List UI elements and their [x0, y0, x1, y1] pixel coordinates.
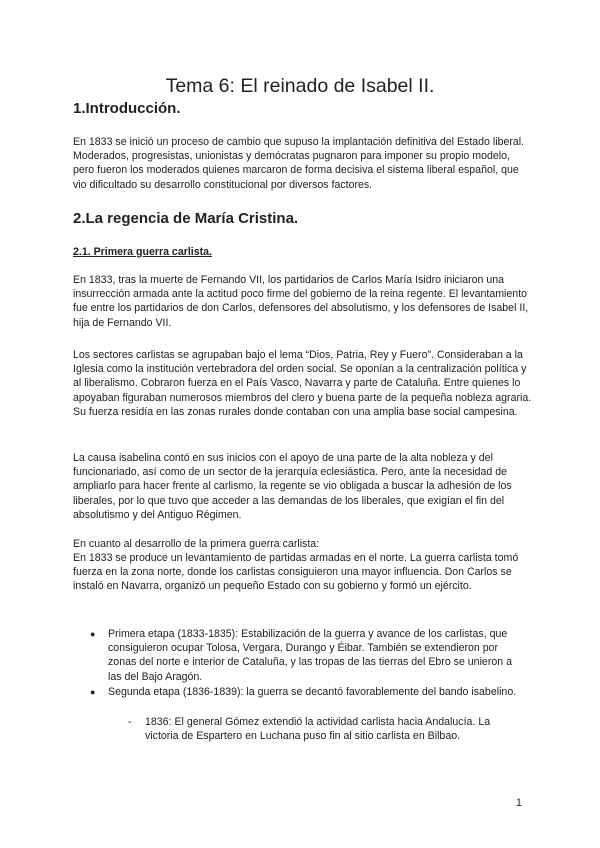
intro-paragraph: En 1833 se inició un proceso de cambio que supuso la implantación definitiva del Estado liberal. Moderados, progresistas, unionistas y demócratas pugnaron para imponer su propio modelo, pero fueron los moderados quienes marcaron de forma decisiva el sistema liberal español, que vio dificultado su desarrollo constitucional por diversos factores.: [73, 136, 525, 191]
paragraph-1: En 1833, tras la muerte de Fernando VII, los partidarios de Carlos María Isidro iniciaron una insurrección armada ante la actitud poco firme del gobierno de la reina regente. El levantamiento fue entre los partidarios de don Carlos, defensores del absolutismo, y los defensores de Isabel II, hija de Fernando VII.: [73, 274, 529, 329]
bullet-icon: ●: [90, 687, 96, 697]
section-heading-introduccion: 1.Introducción.: [73, 100, 181, 117]
list-item: Segunda etapa (1836-1839): la guerra se decantó favorablemente del bando isabelino.: [108, 686, 517, 698]
paragraph-5: En 1833 se produce un levantamiento de partidas armadas en el norte. La guerra carlista tomó fuerza en la zona norte, donde los carlistas consiguieron una mayor influencia. Don Carlos se instaló en Navarra, organizó un pequeño Estado con su gobierno y formó un ejército.: [73, 552, 519, 593]
paragraph-2: Los sectores carlistas se agrupaban bajo el lema “Dios, Patria, Rey y Fuero”. Consideraban a la Iglesia como la institución vertebradora del orden social. Se oponían a la centralización política y al liberalismo. Cobraron fuerza en el País Vasco, Navarra y parte de Cataluña. Entre quienes lo apoyaban figuraban numerosos miembros del clero y buena parte de la pequeña nobleza agraria. Su fuerza residía en las zonas rurales donde contaban con una amplia base social campesina.: [73, 349, 532, 418]
section-heading-regencia: 2.La regencia de María Cristina.: [73, 210, 299, 227]
subsection-heading-primera-guerra: 2.1. Primera guerra carlista.: [73, 246, 212, 258]
paragraph-4: En cuanto al desarrollo de la primera guerra carlista:: [73, 538, 320, 550]
dash-icon: -: [128, 716, 132, 728]
page-number: 1: [516, 797, 522, 809]
document-title: Tema 6: El reinado de Isabel II.: [165, 75, 435, 97]
list-item: Primera etapa (1833-1835): Estabilización de la guerra y avance de los carlistas, que consiguieron ocupar Tolosa, Vergara, Durango y Éibar. También se extendieron por zonas del norte e interior de Cataluña, y las tropas de las tierras del Ebro se unieron a las del Bajo Aragón.: [108, 628, 512, 683]
sub-list-item: 1836: El general Gómez extendió la actividad carlista hacia Andalucía. La victoria de Espartero en Luchana puso fin al sitio carlista en Bilbao.: [145, 716, 491, 743]
bullet-icon: ●: [90, 629, 96, 639]
paragraph-3: La causa isabelina contó en sus inicios con el apoyo de una parte de la alta nobleza y del funcionariado, así como de un sector de la jerarquía eclesiástica. Pero, ante la necesidad de ampliarlo para hacer frente al carlismo, la regente se vio obligada a buscar la adhesión de los liberales, por lo que tuvo que acceder a las demandas de los liberales, que exigían el fin del absolutismo y del Antiguo Régimen.: [73, 452, 512, 521]
